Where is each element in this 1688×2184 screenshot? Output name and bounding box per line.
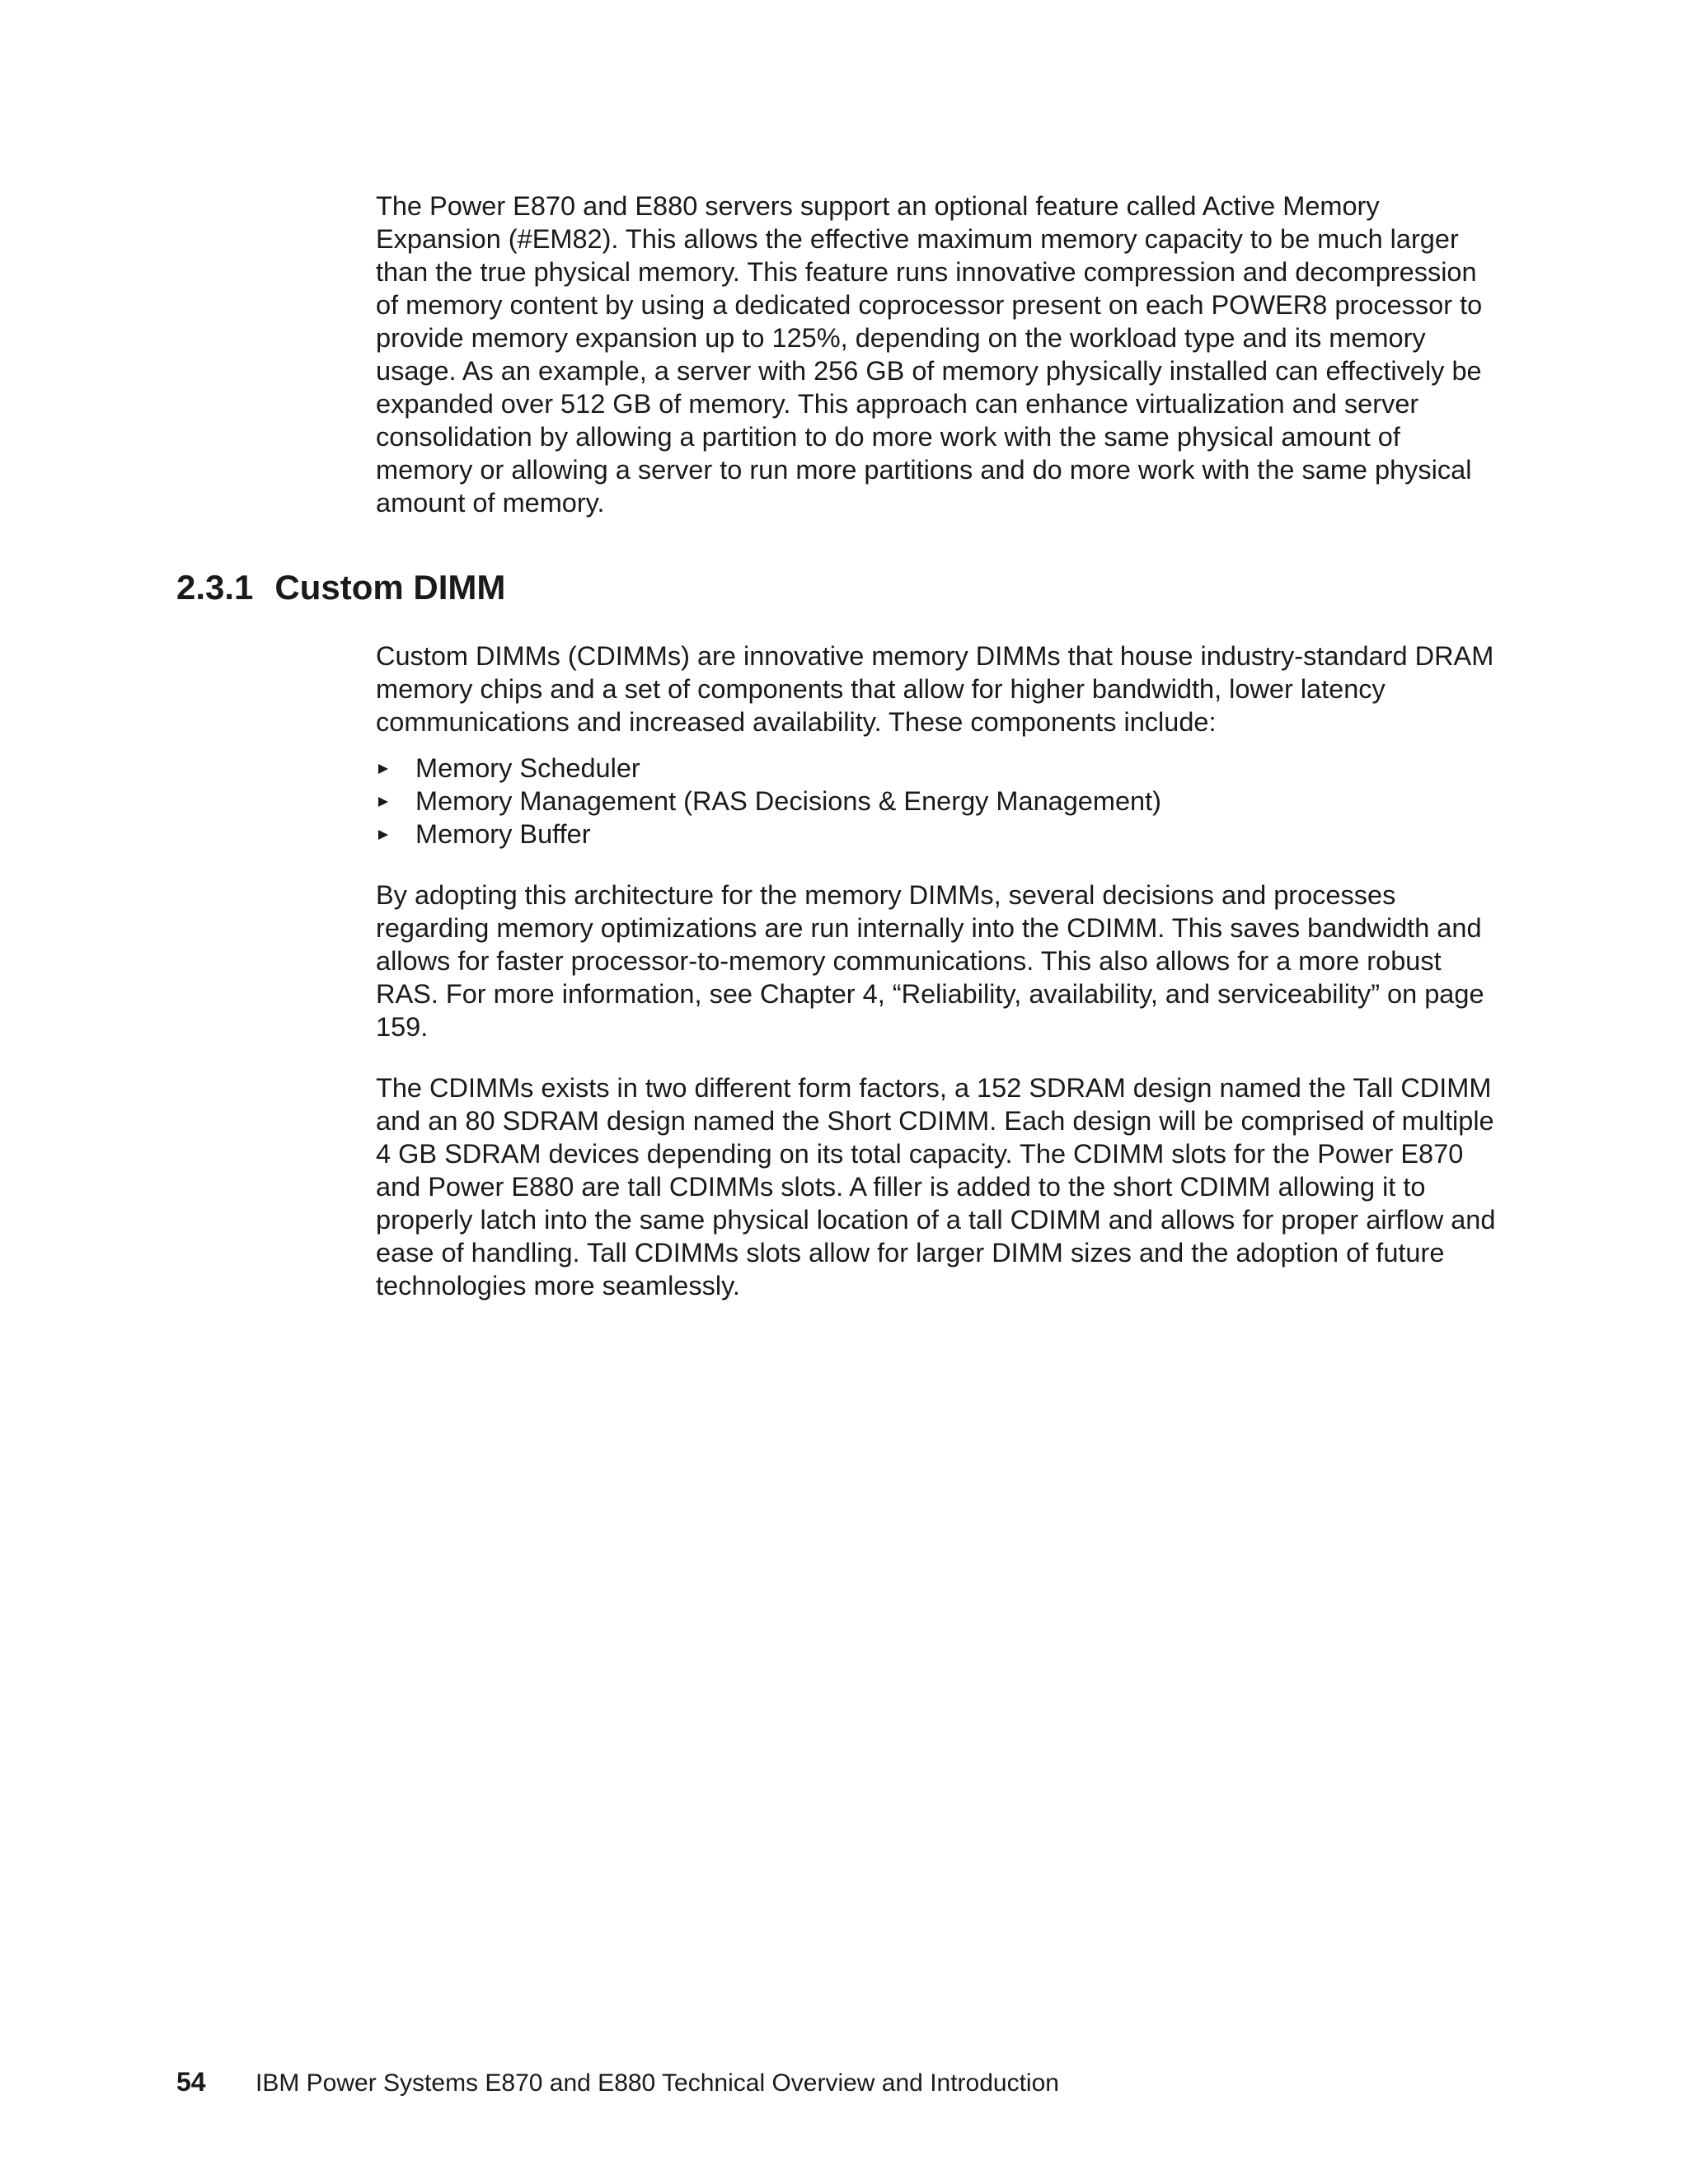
section-number: 2.3.1 [176,568,254,607]
intro-paragraph: The Power E870 and E880 servers support an optional feature called Active Memory Expansion (#EM82). This allows the effective maximum memory capacity to be much larger than the true physical memory. This feature runs innovative compression and decompression of memory content by using a dedicated coprocessor present on each POWER8 processor to provide memory expansion up to 125%, depending on the workload type and its memory usage. As an example, a server with 256 GB of memory physically installed can effectively be expanded over 512 GB of memory. This approach can enhance virtualization and server consolidation by allowing a partition to do more work with the same physical amount of memory or allowing a server to run more partitions and do more work with the same physical amount of memory. [376,191,1483,518]
components-list [376,752,1161,851]
page-number: 54 [176,2067,206,2097]
page-footer [176,2065,1059,2100]
list-item [376,752,1161,785]
book-title: IBM Power Systems E870 and E880 Technical Overview and Introduction [256,2069,1059,2097]
form-factors-paragraph: The CDIMMs exists in two different form factors, a 152 SDRAM design named the Tall CDIMM and an 80 SDRAM design named the Short CDIMM. Each design will be comprised of multiple 4 GB SDRAM devices depending on its total capacity. The CDIMM slots for the Power E870 and Power E880 are tall CDIMMs slots. A filler is added to the short CDIMM allowing it to properly latch into the same physical location of a tall CDIMM and allows for proper airflow and ease of handling. Tall CDIMMs slots allow for larger DIMM sizes and the adoption of future technologies more seamlessly. [376,1073,1496,1301]
section-title: Custom DIMM [274,568,506,607]
list-item-text: Memory Buffer [415,819,591,849]
bullet-arrow-icon [378,797,388,807]
bullet-arrow-icon [378,830,388,840]
architecture-paragraph: By adopting this architecture for the memory DIMMs, several decisions and processes regarding memory optimizations are run internally into the CDIMM. This saves bandwidth and allows for faster processor-to-memory communications. This also allows for a more robust RAS. For more information, see Chapter 4, “Reliability, availability, and serviceability” on page 159. [376,880,1484,1042]
list-item [376,785,1161,818]
list-item [376,818,1161,851]
section-heading [176,563,505,612]
list-item-text: Memory Scheduler [415,753,640,783]
list-item-text: Memory Management (RAS Decisions & Energy Management) [415,786,1161,816]
bullet-arrow-icon [378,764,388,774]
cdimm-intro-paragraph: Custom DIMMs (CDIMMs) are innovative memory DIMMs that house industry-standard DRAM memory chips and a set of components that allow for higher bandwidth, lower latency communications and increased availability. These components include: [376,641,1494,737]
